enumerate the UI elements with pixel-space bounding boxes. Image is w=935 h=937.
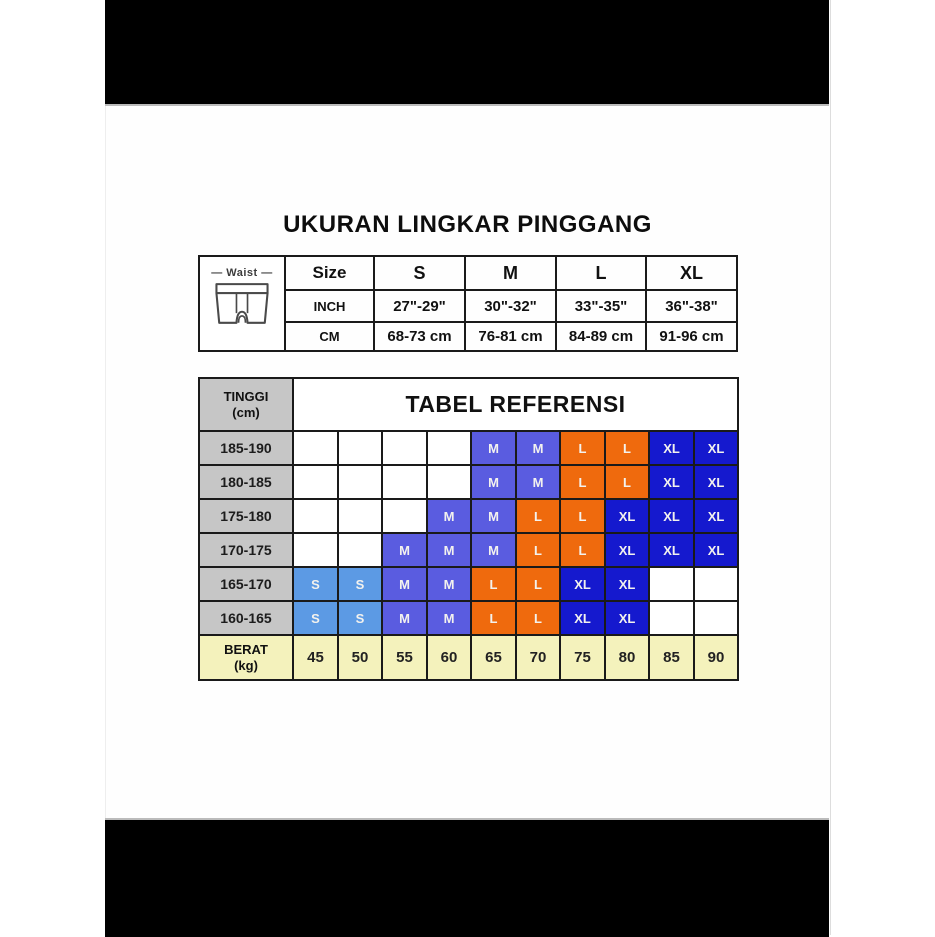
inch-value-m: 30"-32" bbox=[465, 290, 556, 322]
size-cell-s: S bbox=[293, 601, 338, 635]
height-corner-header bbox=[199, 378, 293, 431]
size-cell-empty bbox=[382, 431, 427, 465]
height-corner-title: TINGGI bbox=[223, 388, 269, 404]
size-cell-m: M bbox=[427, 601, 471, 635]
height-row bbox=[199, 567, 738, 601]
size-table bbox=[198, 255, 738, 352]
size-m-header: M bbox=[465, 256, 556, 290]
reference-table-title: TABEL REFERENSI bbox=[293, 378, 738, 431]
size-xl-header: XL bbox=[646, 256, 737, 290]
size-l-header: L bbox=[556, 256, 646, 290]
weight-value: 80 bbox=[605, 635, 649, 680]
size-cell-m: M bbox=[382, 533, 427, 567]
waist-diagram-cell bbox=[199, 256, 285, 351]
size-cell-m: M bbox=[471, 499, 516, 533]
weight-corner-header bbox=[199, 635, 293, 680]
size-cell-xl: XL bbox=[694, 499, 738, 533]
size-cell-m: M bbox=[382, 601, 427, 635]
size-cell-empty bbox=[293, 499, 338, 533]
size-cell-empty bbox=[649, 567, 694, 601]
size-cell-xl: XL bbox=[649, 533, 694, 567]
cm-value-xl: 91-96 cm bbox=[646, 322, 737, 351]
size-cell-empty bbox=[694, 567, 738, 601]
size-cell-empty bbox=[293, 431, 338, 465]
size-cell-empty bbox=[338, 465, 382, 499]
size-cell-m: M bbox=[427, 533, 471, 567]
height-row bbox=[199, 465, 738, 499]
weight-corner-title: BERAT bbox=[224, 641, 268, 657]
size-cell-xl: XL bbox=[560, 601, 605, 635]
weight-corner-unit: (kg) bbox=[234, 657, 258, 673]
size-s-header: S bbox=[374, 256, 465, 290]
size-cell-xl: XL bbox=[560, 567, 605, 601]
size-cell-s: S bbox=[338, 567, 382, 601]
weight-value: 50 bbox=[338, 635, 382, 680]
size-cell-xl: XL bbox=[649, 431, 694, 465]
cm-value-l: 84-89 cm bbox=[556, 322, 646, 351]
top-black-bar bbox=[105, 0, 829, 106]
cm-row-label: CM bbox=[285, 322, 374, 351]
reference-table bbox=[198, 377, 739, 681]
size-cell-xl: XL bbox=[605, 567, 649, 601]
size-cell-l: L bbox=[516, 567, 560, 601]
size-cell-l: L bbox=[560, 465, 605, 499]
size-cell-l: L bbox=[605, 431, 649, 465]
size-cell-m: M bbox=[471, 533, 516, 567]
inch-row-label: INCH bbox=[285, 290, 374, 322]
size-cell-xl: XL bbox=[694, 465, 738, 499]
height-label: 170-175 bbox=[199, 533, 293, 567]
size-cell-xl: XL bbox=[649, 499, 694, 533]
size-cell-l: L bbox=[516, 533, 560, 567]
height-row bbox=[199, 431, 738, 465]
waist-label: — Waist — bbox=[211, 267, 273, 279]
size-cell-empty bbox=[694, 601, 738, 635]
size-cell-empty bbox=[293, 533, 338, 567]
weight-value: 85 bbox=[649, 635, 694, 680]
page-title: UKURAN LINGKAR PINGGANG bbox=[283, 211, 652, 238]
size-cell-empty bbox=[649, 601, 694, 635]
cm-value-m: 76-81 cm bbox=[465, 322, 556, 351]
reference-table-body bbox=[199, 431, 738, 635]
weight-value: 70 bbox=[516, 635, 560, 680]
size-cell-s: S bbox=[293, 567, 338, 601]
inch-value-s: 27"-29" bbox=[374, 290, 465, 322]
bottom-black-bar bbox=[105, 818, 829, 937]
size-cell-empty bbox=[338, 431, 382, 465]
size-cell-xl: XL bbox=[605, 533, 649, 567]
height-label: 180-185 bbox=[199, 465, 293, 499]
size-cell-m: M bbox=[516, 431, 560, 465]
size-cell-l: L bbox=[560, 431, 605, 465]
height-row bbox=[199, 601, 738, 635]
size-cell-m: M bbox=[427, 567, 471, 601]
size-cell-m: M bbox=[427, 499, 471, 533]
height-label: 160-165 bbox=[199, 601, 293, 635]
size-cell-empty bbox=[338, 499, 382, 533]
size-cell-empty bbox=[427, 431, 471, 465]
size-cell-xl: XL bbox=[605, 499, 649, 533]
size-cell-l: L bbox=[560, 533, 605, 567]
size-cell-s: S bbox=[338, 601, 382, 635]
size-cell-l: L bbox=[516, 601, 560, 635]
size-cell-l: L bbox=[471, 567, 516, 601]
weight-value: 90 bbox=[694, 635, 738, 680]
weight-value: 65 bbox=[471, 635, 516, 680]
height-row bbox=[199, 499, 738, 533]
weight-row bbox=[199, 635, 738, 680]
height-corner-unit: (cm) bbox=[232, 404, 260, 420]
size-cell-empty bbox=[293, 465, 338, 499]
weight-value: 75 bbox=[560, 635, 605, 680]
size-cell-xl: XL bbox=[694, 533, 738, 567]
inch-value-l: 33"-35" bbox=[556, 290, 646, 322]
height-label: 175-180 bbox=[199, 499, 293, 533]
size-cell-xl: XL bbox=[649, 465, 694, 499]
weight-value: 45 bbox=[293, 635, 338, 680]
weight-value: 55 bbox=[382, 635, 427, 680]
size-cell-xl: XL bbox=[605, 601, 649, 635]
size-cell-m: M bbox=[471, 431, 516, 465]
boxer-shorts-icon bbox=[206, 280, 278, 338]
size-cell-l: L bbox=[605, 465, 649, 499]
height-label: 185-190 bbox=[199, 431, 293, 465]
size-cell-l: L bbox=[560, 499, 605, 533]
size-cell-empty bbox=[427, 465, 471, 499]
size-cell-empty bbox=[338, 533, 382, 567]
size-column-header: Size bbox=[285, 256, 374, 290]
size-cell-m: M bbox=[471, 465, 516, 499]
height-row bbox=[199, 533, 738, 567]
height-label: 165-170 bbox=[199, 567, 293, 601]
size-cell-m: M bbox=[516, 465, 560, 499]
weight-value: 60 bbox=[427, 635, 471, 680]
cm-value-s: 68-73 cm bbox=[374, 322, 465, 351]
inch-value-xl: 36"-38" bbox=[646, 290, 737, 322]
size-cell-l: L bbox=[471, 601, 516, 635]
size-cell-empty bbox=[382, 465, 427, 499]
size-cell-xl: XL bbox=[694, 431, 738, 465]
size-cell-l: L bbox=[516, 499, 560, 533]
size-cell-empty bbox=[382, 499, 427, 533]
size-cell-m: M bbox=[382, 567, 427, 601]
